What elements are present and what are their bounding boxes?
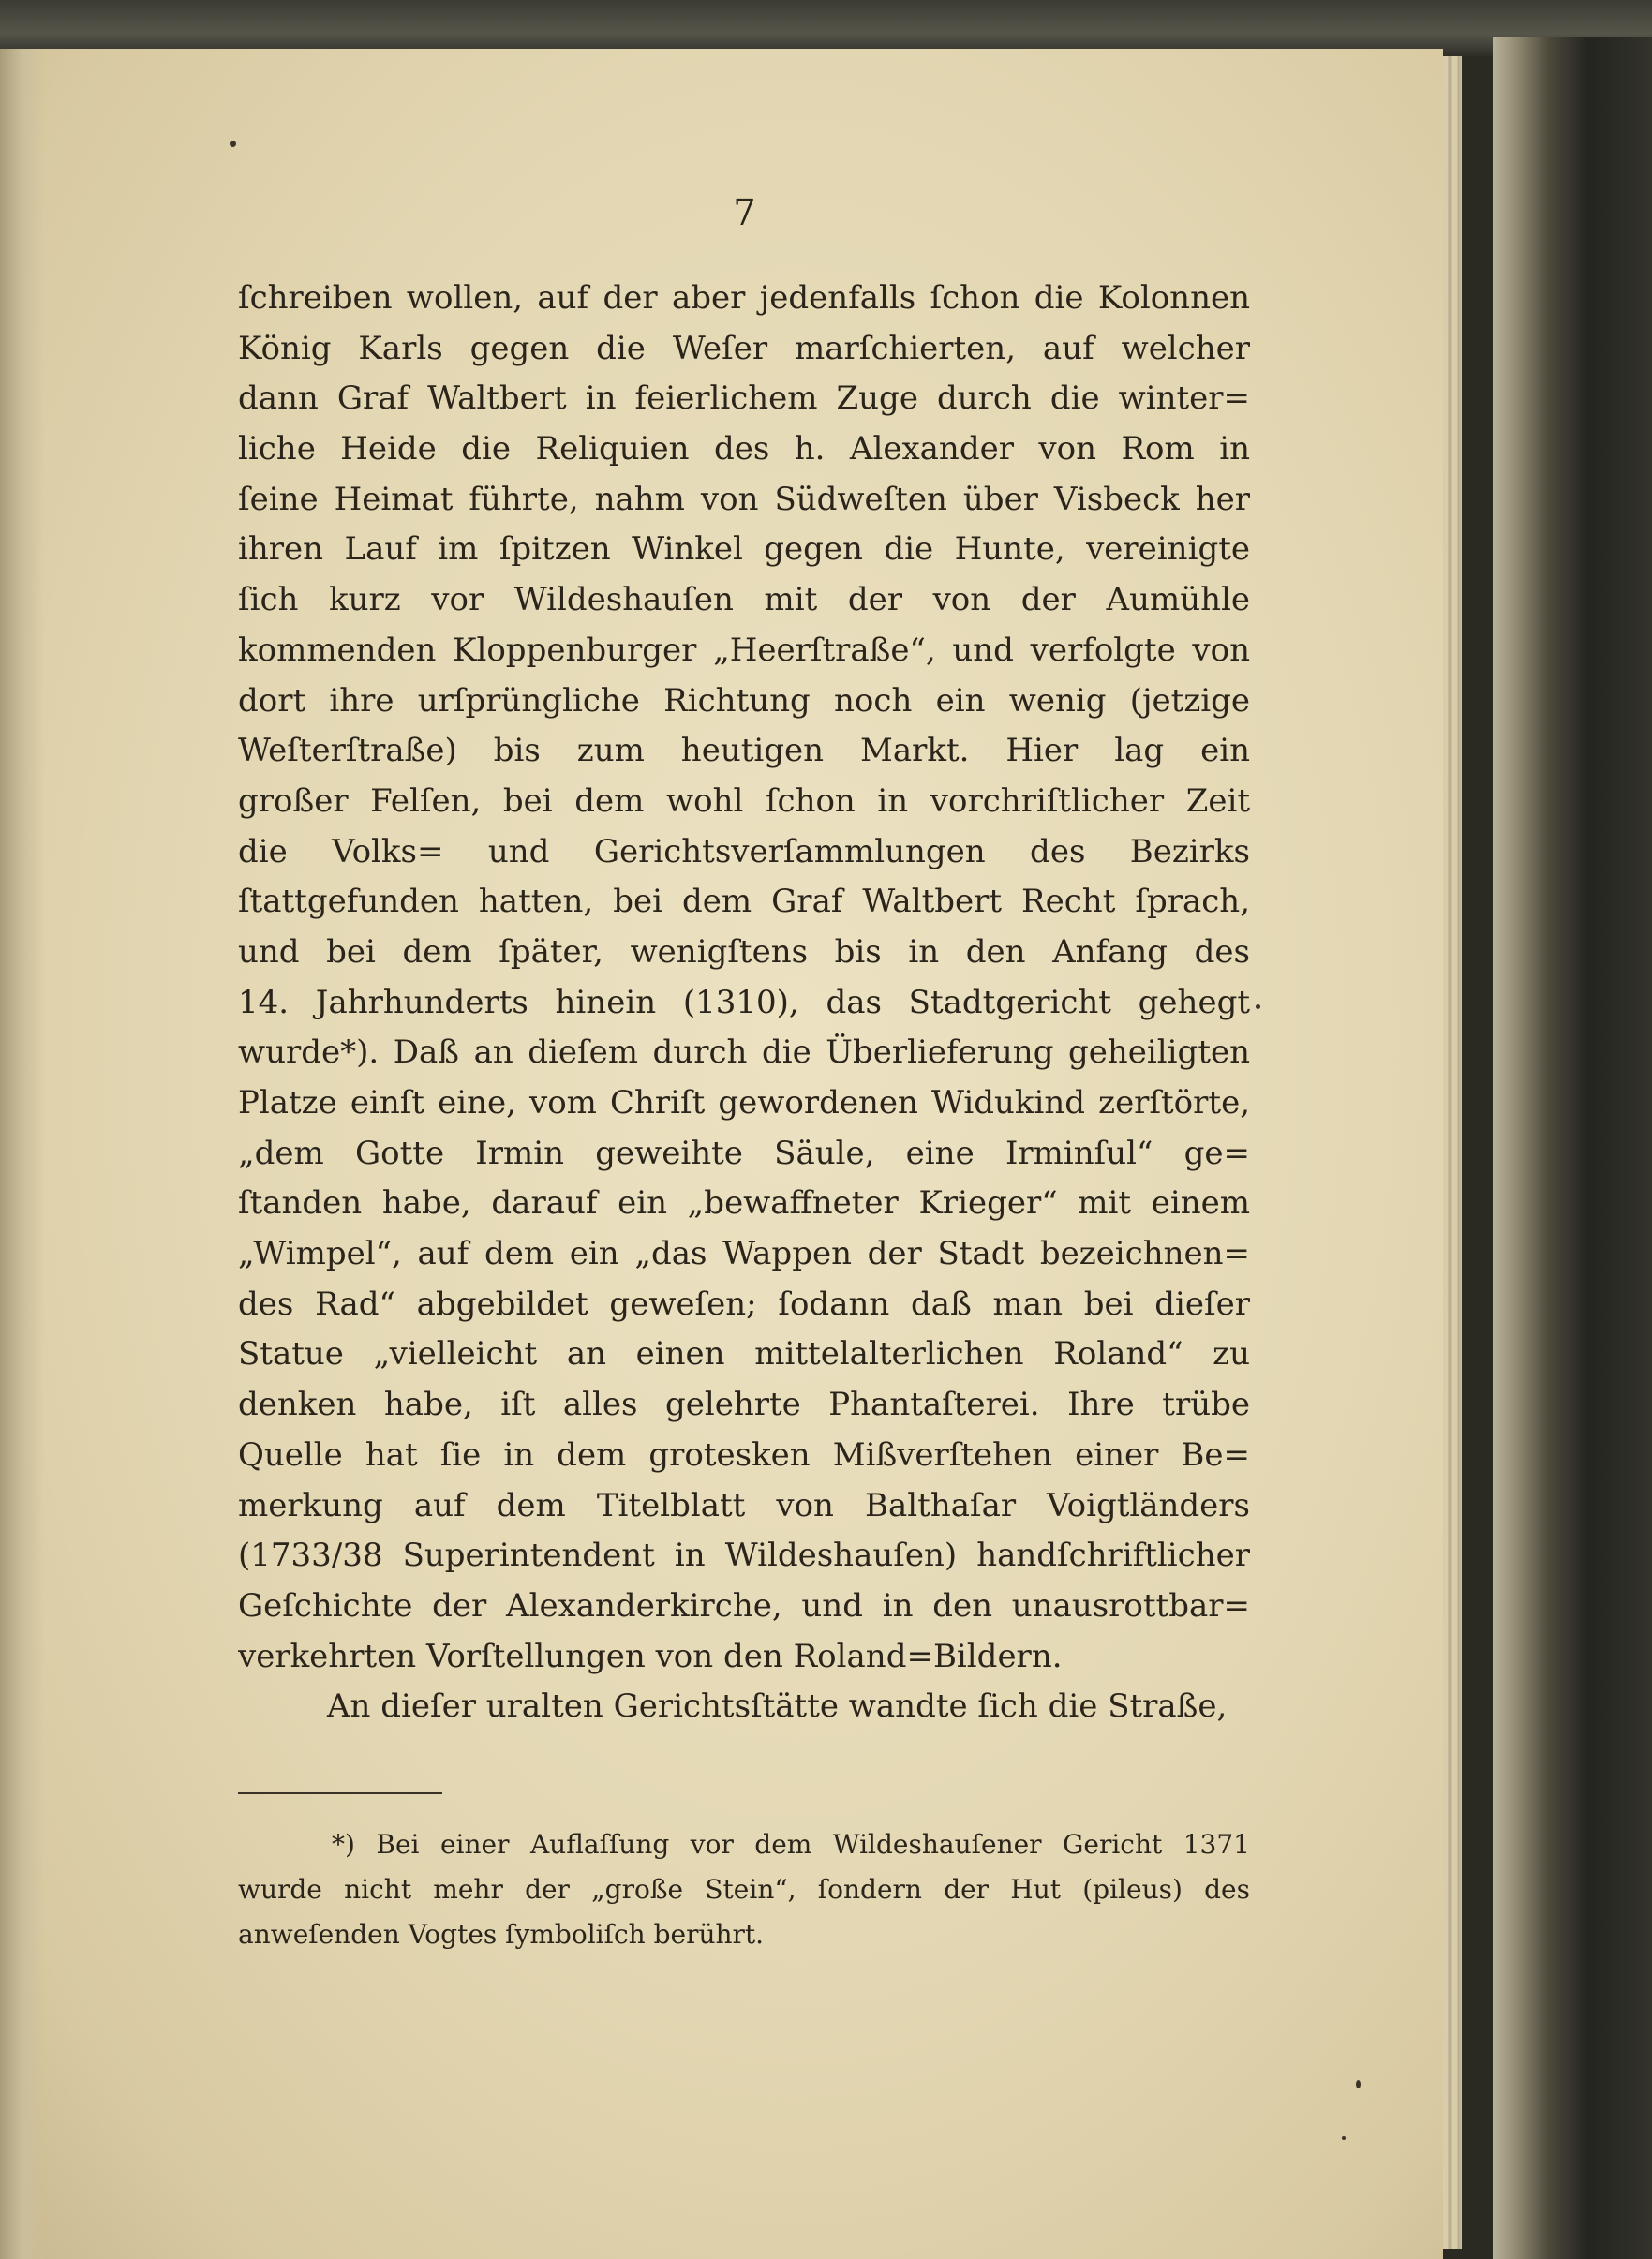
text-line: Statue „vielleicht an einen mittelalterlichen Roland“ zu (238, 1335, 1250, 1374)
text-line: ihren Lauf im ſpitzen Winkel gegen die Hunte, vereinigte (238, 530, 1250, 569)
text-line: dann Graf Waltbert in feierlichem Zuge durch die winter= (238, 379, 1250, 418)
footnote (238, 1822, 1250, 1957)
main-text (238, 274, 1250, 1732)
paper-speck (230, 141, 236, 147)
text-line: Geſchichte der Alexanderkirche, und in den unausrottbar= (238, 1586, 1250, 1625)
footnote-rule (238, 1792, 442, 1794)
text-line: ſchreiben wollen, auf der aber jedenfalls ſchon die Kolonnen (238, 279, 1250, 317)
footnote-line: *) Bei einer Auflaſſung vor dem Wildeshauſener Gericht 1371 (332, 1829, 1250, 1860)
book-binding-right (1493, 37, 1652, 2259)
footnote-line: wurde nicht mehr der „große Stein“, ſondern der Hut (pileus) des (238, 1874, 1250, 1905)
text-line: dort ihre urſprüngliche Richtung noch ein wenig (jetzige (238, 681, 1250, 720)
text-line: verkehrten Vorſtellungen von den Roland=Bildern. (238, 1637, 1063, 1675)
text-line: Platze einſt eine, vom Chriſt gewordenen Widukind zerſtörte, (238, 1084, 1250, 1122)
text-line: „dem Gotte Irmin geweihte Säule, eine Irminſul“ ge= (238, 1134, 1250, 1172)
text-line: großer Felſen, bei dem wohl ſchon in vorchriſtlicher Zeit (238, 781, 1250, 820)
text-line: ſtanden habe, darauf ein „bewaffneter Krieger“ mit einem (238, 1184, 1250, 1223)
paper-speck (1256, 1004, 1260, 1009)
text-line: „Wimpel“, auf dem ein „das Wappen der Stadt bezeichnen= (238, 1235, 1250, 1273)
text-line: König Karls gegen die Weſer marſchierten, auf welcher (238, 329, 1250, 367)
text-line: ſeine Heimat führte, nahm von Südweſten über Visbeck her (238, 480, 1250, 518)
text-line: ſtattgefunden hatten, bei dem Graf Waltbert Recht ſprach, (238, 883, 1250, 921)
page-number: 7 (733, 192, 757, 233)
text-line: (1733/38 Superintendent in Wildeshauſen) handſchriftlicher (238, 1537, 1250, 1575)
text-line: Weſterſtraße) bis zum heutigen Markt. Hier lag ein (238, 732, 1250, 770)
text-line: merkung auf dem Titelblatt von Balthaſar Voigtländers (238, 1486, 1250, 1524)
text-line: liche Heide die Reliquien des h. Alexander von Rom in (238, 430, 1250, 468)
text-line: wurde*). Daß an dieſem durch die Überlieferung geheiligten (238, 1033, 1250, 1072)
paper-speck (1342, 2136, 1346, 2140)
text-line: die Volks= und Gerichtsverſammlungen des Bezirks (238, 832, 1250, 870)
paragraph-start-line: An dieſer uralten Gerichtsſtätte wandte ſich die Straße, (327, 1687, 1228, 1726)
book-binding-top (0, 0, 1652, 56)
text-line: kommenden Kloppenburger „Heerſtraße“, und verfolgte von (238, 631, 1250, 669)
paper-speck (1356, 2080, 1361, 2088)
text-line: ſich kurz vor Wildeshauſen mit der von der Aumühle (238, 581, 1250, 619)
page-gutter (0, 49, 45, 2259)
text-line: 14. Jahrhunderts hinein (1310), das Stadtgericht gehegt (238, 983, 1250, 1021)
text-line: des Rad“ abgebildet geweſen; ſodann daß man bei dieſer (238, 1285, 1250, 1323)
footnote-line: anweſenden Vogtes ſymboliſch berührt. (238, 1919, 765, 1950)
text-line: und bei dem ſpäter, wenigſtens bis in den Anfang des (238, 932, 1250, 971)
text-line: Quelle hat ſie in dem grotesken Mißverſtehen einer Be= (238, 1435, 1250, 1474)
text-line: denken habe, iſt alles gelehrte Phantaſterei. Ihre trübe (238, 1386, 1250, 1424)
